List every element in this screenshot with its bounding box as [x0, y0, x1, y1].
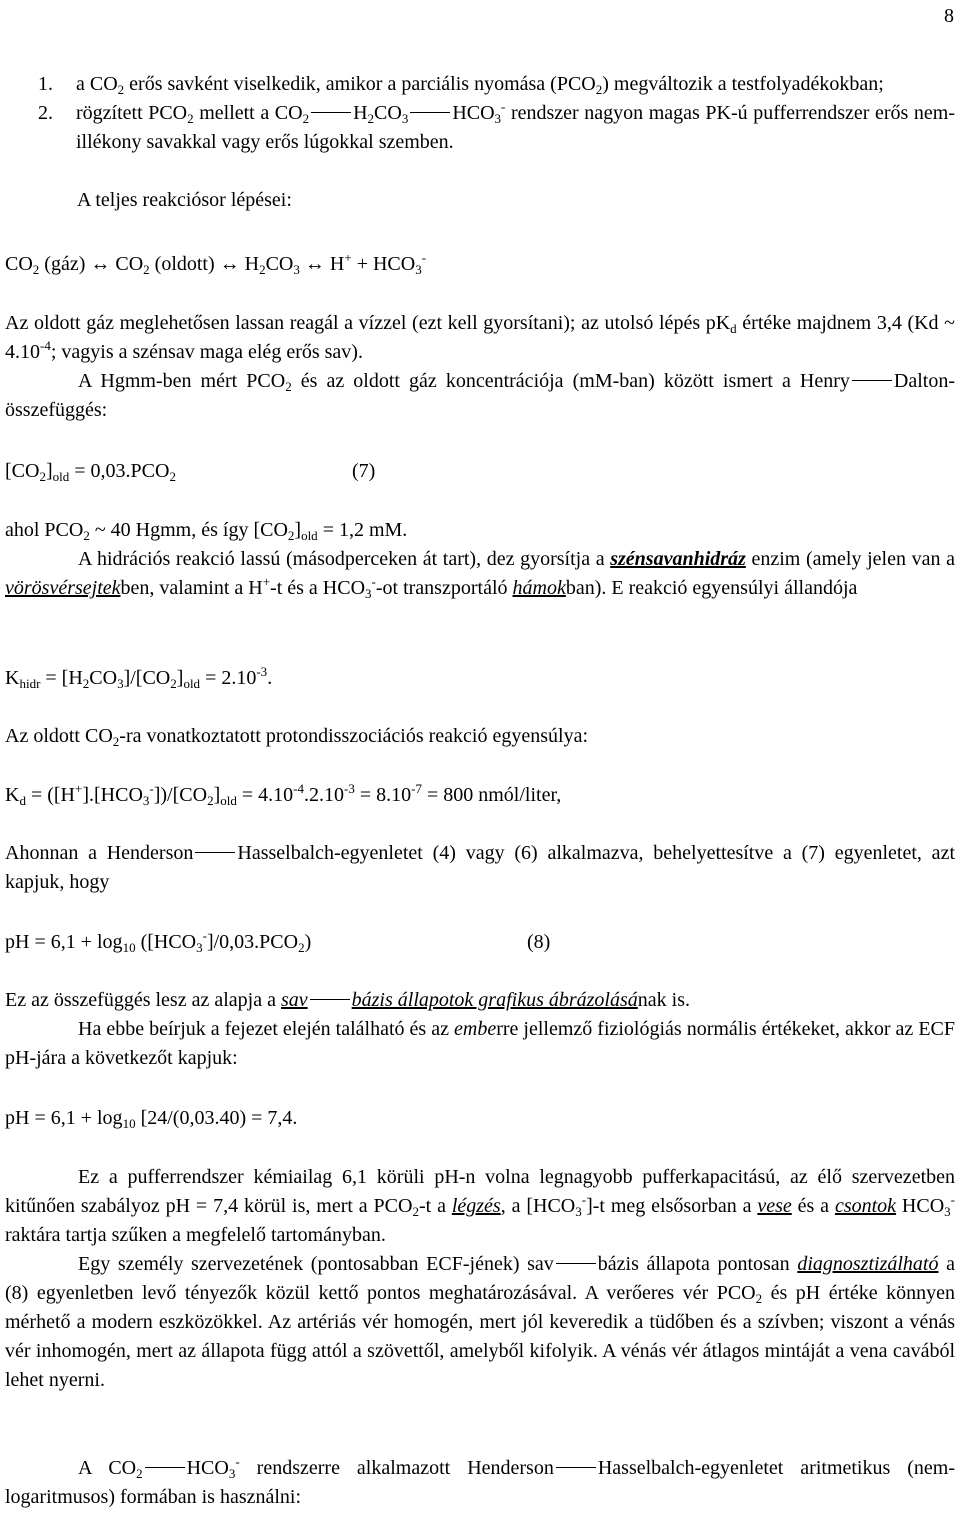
subscript: 2	[143, 262, 150, 277]
text-run: értéke majdnem 3,4 (Kd ~ 4.10	[5, 312, 955, 363]
subscript: 2	[112, 734, 120, 749]
link-sav-bazis[interactable]	[281, 989, 638, 1011]
link-hamok[interactable]: hámok	[512, 577, 566, 599]
text-run: HCO	[186, 1457, 229, 1479]
superscript: +	[344, 250, 352, 265]
text-run: CO	[89, 667, 118, 689]
em-dash	[556, 1263, 596, 1265]
text-run: Az oldott gáz meglehetősen lassan reagál a vízzel (ezt kell gyorsítani); az utolsó lépés pK	[5, 312, 731, 334]
superscript: -	[421, 250, 427, 265]
text-run: ])/[CO	[153, 784, 208, 806]
subscript: 2	[755, 1291, 763, 1306]
subscript: 2	[117, 82, 125, 97]
text-run: ]/[CO	[123, 667, 171, 689]
subscript: 3	[117, 676, 124, 691]
superscript: -3	[343, 781, 355, 796]
paragraph-henderson	[5, 839, 955, 897]
text-run: )	[304, 931, 312, 953]
text-run: CO	[265, 253, 294, 275]
subscript: 2	[169, 469, 176, 484]
text-run: Ez a pufferrendszer kémiailag 6,1 körüli pH-n volna legnagyobb pufferkapacitású, az élő szervezetben kitűnően szabályoz pH = 7,4 körül is, mert a PCO	[5, 1166, 955, 1217]
equation-kd	[5, 781, 955, 810]
text-run: -t és a HCO	[270, 577, 366, 599]
text-run: rendszer nagyon magas PK-ú pufferrendszer erős nem-illékony savakkal vagy erős lúgokkal szemben.	[76, 102, 956, 153]
link-csontok[interactable]: csontok	[834, 1195, 897, 1217]
text-run: A Hgmm-ben mért PCO	[78, 370, 286, 392]
link-legzes[interactable]: légzés	[451, 1195, 501, 1217]
text-run: -t a	[418, 1195, 452, 1217]
text-run: Ahonnan a Henderson	[5, 842, 194, 864]
link-vese[interactable]: vese	[757, 1195, 792, 1217]
text-run: ]	[176, 667, 184, 689]
text-run: = [H	[40, 667, 83, 689]
equation-7	[5, 457, 955, 486]
subscript: 2	[82, 676, 90, 691]
text-run: = 4.10	[236, 784, 294, 806]
subscript: d	[19, 793, 26, 808]
text-run: A CO	[78, 1457, 137, 1479]
subscript: 2	[207, 793, 214, 808]
text-run: pH = 6,1 + log	[5, 1107, 123, 1129]
text-run: Ez az összefüggés lesz az alapja a	[5, 989, 281, 1011]
text-run: K	[5, 667, 20, 689]
equation-8-label: (8)	[527, 931, 551, 953]
text-run: CO	[5, 253, 33, 275]
text-run: ]-t meg elsősorban a	[586, 1195, 758, 1217]
superscript: -	[581, 1192, 587, 1207]
text-run: nak is.	[637, 989, 690, 1011]
text-run: ~ 40 Hgmm, és így [CO	[89, 519, 288, 541]
list-item-2	[38, 99, 955, 157]
subscript: old	[220, 793, 237, 808]
subscript: 2	[367, 111, 375, 126]
subscript: 3	[142, 793, 150, 808]
subscript: 2	[39, 469, 46, 484]
text-run: 1.	[38, 73, 53, 95]
text-run: Egy személy szervezetének (pontosabban ECF-jének) sav	[78, 1253, 554, 1275]
paragraph-sav-bazis-allapot	[5, 1250, 955, 1395]
subscript: 3	[228, 1466, 236, 1481]
superscript: -	[371, 574, 376, 589]
superscript: -	[149, 781, 154, 796]
text-run: .	[267, 667, 273, 689]
subscript: 3	[575, 1204, 582, 1219]
superscript: -	[950, 1192, 955, 1207]
text-run: = 1,2 mM.	[317, 519, 408, 541]
text-run: sav	[280, 989, 308, 1011]
paragraph-henry-dalton	[5, 367, 955, 425]
em-dash	[410, 112, 450, 114]
text-run: = ([H	[25, 784, 75, 806]
text-run: (oldott) ↔ H	[149, 253, 260, 275]
text-run: ]	[294, 519, 302, 541]
text-run: ben, valamint a H	[120, 577, 263, 599]
list-item-1	[38, 70, 955, 99]
text-run: és pH értéke könnyen mérhető a modern eszközökkel. Az artériás vér homogén, mert jól keveredik a tüdőben és a szívben; viszont a vénás vér inhomogén, mert az állapota függ attól a szövettől, amelyből kifolyik. A vénás vér átlagos mintáját a vena cavából lehet nyerni.	[5, 1282, 955, 1391]
text-run: -ot transzportáló	[375, 577, 513, 599]
subscript: 2	[287, 528, 295, 543]
text-run: Hasselbalch-egyenletet aritmetikus (nem-logaritmusos) formában is használni:	[5, 1457, 956, 1508]
text-run: [24/(0,03.40) = 7,4.	[135, 1107, 298, 1129]
text-run: = 0,03.PCO	[69, 460, 170, 482]
em-dash	[310, 999, 350, 1001]
text-run: és a	[791, 1195, 835, 1217]
subscript: old	[183, 676, 201, 691]
text-run: Ha ebbe beírjuk a fejezet elején található és az	[78, 1018, 454, 1040]
subscript: 3	[196, 940, 203, 955]
text-run: HCO	[452, 102, 495, 124]
subscript: 3	[401, 111, 409, 126]
paragraph-oldott-gaz	[5, 309, 955, 367]
subscript: 2	[187, 111, 194, 126]
numbered-list	[38, 70, 955, 157]
text-run: HCO	[896, 1195, 945, 1217]
text-run: mellett a CO	[193, 102, 303, 124]
paragraph-pufferrendszer	[5, 1163, 955, 1250]
text-run: ) megváltozik a testfolyadékokban;	[602, 73, 884, 95]
text-run: 2.	[38, 102, 53, 124]
subscript: 2	[595, 82, 603, 97]
text-run: és az oldott gáz koncentrációja (mM-ban) között ismert a Henry	[291, 370, 850, 392]
equation-khidr	[5, 664, 955, 693]
text-run: a CO	[76, 73, 118, 95]
text-run: ]	[213, 784, 221, 806]
em-dash	[145, 1467, 185, 1469]
text-run: ahol PCO	[5, 519, 84, 541]
text-run: ([HCO	[135, 931, 197, 953]
text-run: ]/0,03.PCO	[206, 931, 299, 953]
paragraph-protondisszociacio	[5, 722, 955, 751]
subscript: 2	[298, 940, 305, 955]
text-run: , a [HCO	[500, 1195, 576, 1217]
subscript: 3	[944, 1204, 951, 1219]
text-run: [CO	[5, 460, 40, 482]
text-run: ].[HCO	[82, 784, 143, 806]
paragraph-hidracios	[5, 545, 955, 603]
subscript: 2	[285, 379, 292, 394]
paragraph-aritmetikus	[5, 1454, 955, 1512]
subscript: 2	[412, 1204, 419, 1219]
subscript: 3	[365, 586, 372, 601]
subscript: 2	[136, 1466, 143, 1481]
equation-9	[5, 1104, 955, 1133]
em-dash	[195, 852, 235, 854]
subscript: old	[301, 528, 318, 543]
text-run: = 2.10	[200, 667, 257, 689]
text-run: bázis állapota pontosan	[597, 1253, 798, 1275]
text-run: -ra vonatkoztatott protondisszociációs reakció egyensúlya:	[119, 725, 589, 747]
text-run: Dalton-összefüggés:	[5, 370, 955, 421]
text-run: a (8) egyenletben levő tényezők közül kettő pontos meghatározásával. A verőeres vér PCO	[5, 1253, 955, 1304]
subscript: 3	[415, 262, 422, 277]
equation-7-label: (7)	[352, 460, 376, 482]
paragraph-ahol	[5, 516, 955, 545]
text-run: embe	[454, 1018, 497, 1040]
text-run: pH = 6,1 + log	[5, 931, 123, 953]
link-szensavanhidraz[interactable]: szénsavanhidráz	[610, 548, 746, 570]
subscript: hidr	[19, 676, 41, 691]
text-run: ↔ H	[299, 253, 345, 275]
subscript: 2	[83, 528, 90, 543]
subscript: 10	[122, 1116, 136, 1131]
text-run: rögzített PCO	[76, 102, 188, 124]
text-run: enzim (amely jelen van a	[745, 548, 955, 570]
page-number: 8	[944, 5, 954, 27]
text-run: Az oldott CO	[5, 725, 113, 747]
link-vorosversejtek[interactable]: vörösvérsejtek	[5, 577, 121, 599]
text-run: + HCO	[351, 253, 416, 275]
superscript: +	[75, 781, 83, 796]
em-dash	[852, 380, 892, 382]
text-run: ; vagyis a szénsav maga elég erős sav).	[50, 341, 363, 363]
text-run: ]	[45, 460, 53, 482]
link-diagnosztizalhato[interactable]: diagnosztizálható	[797, 1253, 939, 1275]
em-dash	[311, 112, 351, 114]
subscript: 3	[293, 262, 300, 277]
superscript: -7	[411, 781, 422, 796]
text-run: = 8.10	[354, 784, 412, 806]
subscript: 3	[494, 111, 502, 126]
text-run: bázis állapotok grafikus ábrázolásá	[351, 989, 638, 1011]
subscript: old	[52, 469, 70, 484]
text-run: H	[353, 102, 368, 124]
superscript: -4	[40, 338, 51, 353]
superscript: -4	[293, 781, 304, 796]
superscript: -	[235, 1454, 240, 1469]
text-run: rendszerre alkalmazott Henderson	[239, 1457, 554, 1479]
subscript: 2	[302, 111, 310, 126]
text-run: rre jellemző fiziológiás normális értékeket, akkor az ECF pH-jára a következőt kapjuk:	[5, 1018, 955, 1069]
text-run: erős savként viselkedik, amikor a parciális nyomása (PCO	[124, 73, 596, 95]
reaction-equation	[5, 250, 955, 279]
equation-8	[5, 928, 955, 957]
subscript: 10	[122, 940, 136, 955]
subscript: d	[730, 321, 737, 336]
superscript: -	[501, 99, 506, 114]
text-run: .2.10	[303, 784, 344, 806]
subscript: 2	[170, 676, 177, 691]
text-run: A hidrációs reakció lassú (másodperceken át tart), dez gyorsítja a	[78, 548, 611, 570]
paragraph-osszefugges	[5, 986, 955, 1015]
text-run: (gáz) ↔ CO	[39, 253, 144, 275]
text-run: = 800 nmól/liter,	[421, 784, 562, 806]
text-run: raktára tartja szűken a megfelelő tartományban.	[5, 1224, 386, 1246]
text-run: Hasselbalch-egyenletet (4) vagy (6) alkalmazva, behelyettesítve a (7) egyenletet, azt kapjuk, hogy	[5, 842, 955, 893]
text-run: K	[5, 784, 20, 806]
superscript: -3	[256, 664, 268, 679]
em-dash	[556, 1467, 596, 1469]
superscript: -	[202, 928, 207, 943]
paragraph-ecf-ph	[5, 1015, 955, 1073]
superscript: +	[262, 574, 271, 589]
text-run: CO	[374, 102, 402, 124]
subscript: 2	[32, 262, 40, 277]
text-run: ban). E reakció egyensúlyi állandója	[565, 577, 858, 599]
subscript: 2	[259, 262, 266, 277]
steps-intro: A teljes reakciósor lépései:	[77, 189, 292, 211]
